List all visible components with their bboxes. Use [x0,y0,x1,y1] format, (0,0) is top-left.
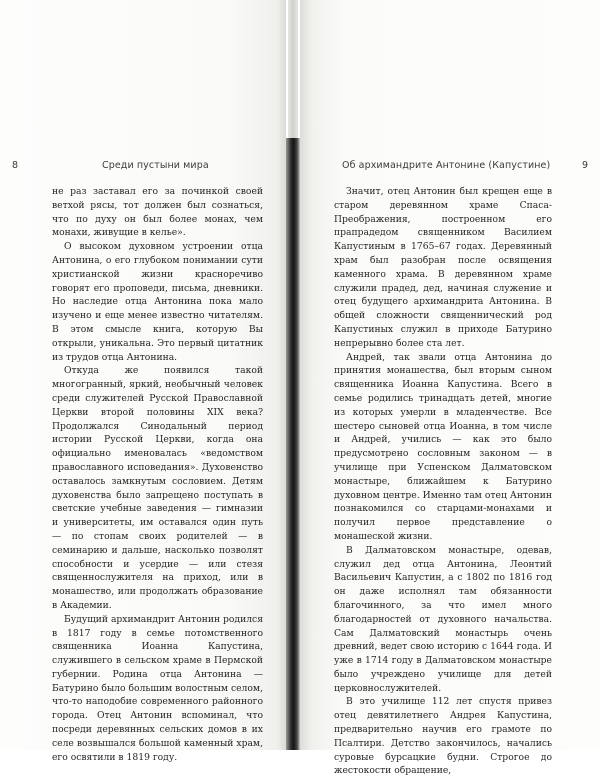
left-text-block [52,185,263,764]
book-gutter [286,138,300,750]
right-running-head: Об архимандрите Антонине (Капустине) [342,160,551,171]
gutter-top [288,0,298,138]
right-page [300,0,600,777]
right-paragraph: Значит, отец Антонин был крещен еще в старом деревянном храме Спаса-Преображения, построенном его прапрадедом священником Василием Капустиным в 1765–67 годах. Деревянный храм был разобран после освящения каменного храма. В деревянном храме служили прадед, дед, начиная служение и отец будущего архимандрита Антонина. В общей сложности священнический род Капустиных служил в приходе Батурино непрерывно более ста лет. [334,186,552,349]
right-text-block [334,185,552,778]
left-page [0,0,286,763]
left-page-number: 8 [12,160,19,171]
right-paragraph: В это училище 112 лет спустя привез отец девятилетнего Андрея Капустина, предварительно научив его грамоте по Псалтири. Детство закончилось, начались суровые бурсацкие будни. Строгое до жестокости обращение, [334,696,552,777]
left-paragraph: Будущий архимандрит Антонин родился в 1817 году в семье потомственного священника Иоанна Капустина, служившего в сельском храме в Пермской губернии. Родина отца Антонина — Батурино было большим волостным селом, что-то наподобие современного районного города. Отец Антонин вспоминал, что посреди деревянных сельских домов в их селе возвышался большой каменный храм, его освятили в 1819 году. [52,613,263,763]
left-running-head: Среди пустыни мира [102,160,209,171]
right-paragraph: Андрей, так звали отца Антонина до принятия монашества, был вторым сыном священника Иоанна Капустина. Всего в семье родились тринадцать детей, многие из которых умерли в младенчестве. Все шестеро сыновей отца Иоанна, в том числе и Андрей, учились — как это было предусмотрено сословным законом — в училище при Успенском Далматовском монастыре, ближайшем к Батурино духовном центре. Именно там отец Антонин познакомился со старцами-монахами и получил первое представление о монашеской жизни. [334,351,552,542]
right-page-number: 9 [582,160,589,171]
left-paragraph: не раз заставал его за починкой своей ветхой рясы, тот должен был сознаться, что по духу он был более монах, чем монахи, живущие в келье». [52,186,263,239]
left-paragraph: О высоком духовном устроении отца Антонина, о его глубоком понимании сути христианской жизни красноречиво говорят его проповеди, письма, дневники. Но наследие отца Антонина пока мало изучено и еще менее известно читателям. В этом смысле книга, которую Вы открыли, уникальна. Это первый цитатник из трудов отца Антонина. [52,241,263,363]
right-paragraph: В Далматовском монастыре, одевав, служил дед отца Антонина, Леонтий Васильевич Капустин, а с 1802 по 1816 год он даже исполнял там обязанности благочинного, за что имел много благодарностей от духовного начальства. Сам Далматовский монастырь очень древний, ведет свою историю с 1644 года. И уже в 1714 году в Далматовском монастыре было учреждено училище для детей церковнослужителей. [334,544,552,694]
left-paragraph: Откуда же появился такой многогранный, яркий, необычный человек среди служителей Русской Православной Церкви второй половины XIX века? Продолжался Синодальный период истории Русской Церкви, когда она официально именовалась «ведомством православного исповедания». Духовенство оставалось замкнутым сословием. Детям духовенства было запрещено поступать в светские учебные заведения — гимназии и университеты, им оставался один путь — по стопам своих родителей — в семинарию и дальше, насколько позволят способности и усердие — или стезя священнослужителя на приход, или в монашество, или продолжать образование в Академии. [52,365,263,611]
